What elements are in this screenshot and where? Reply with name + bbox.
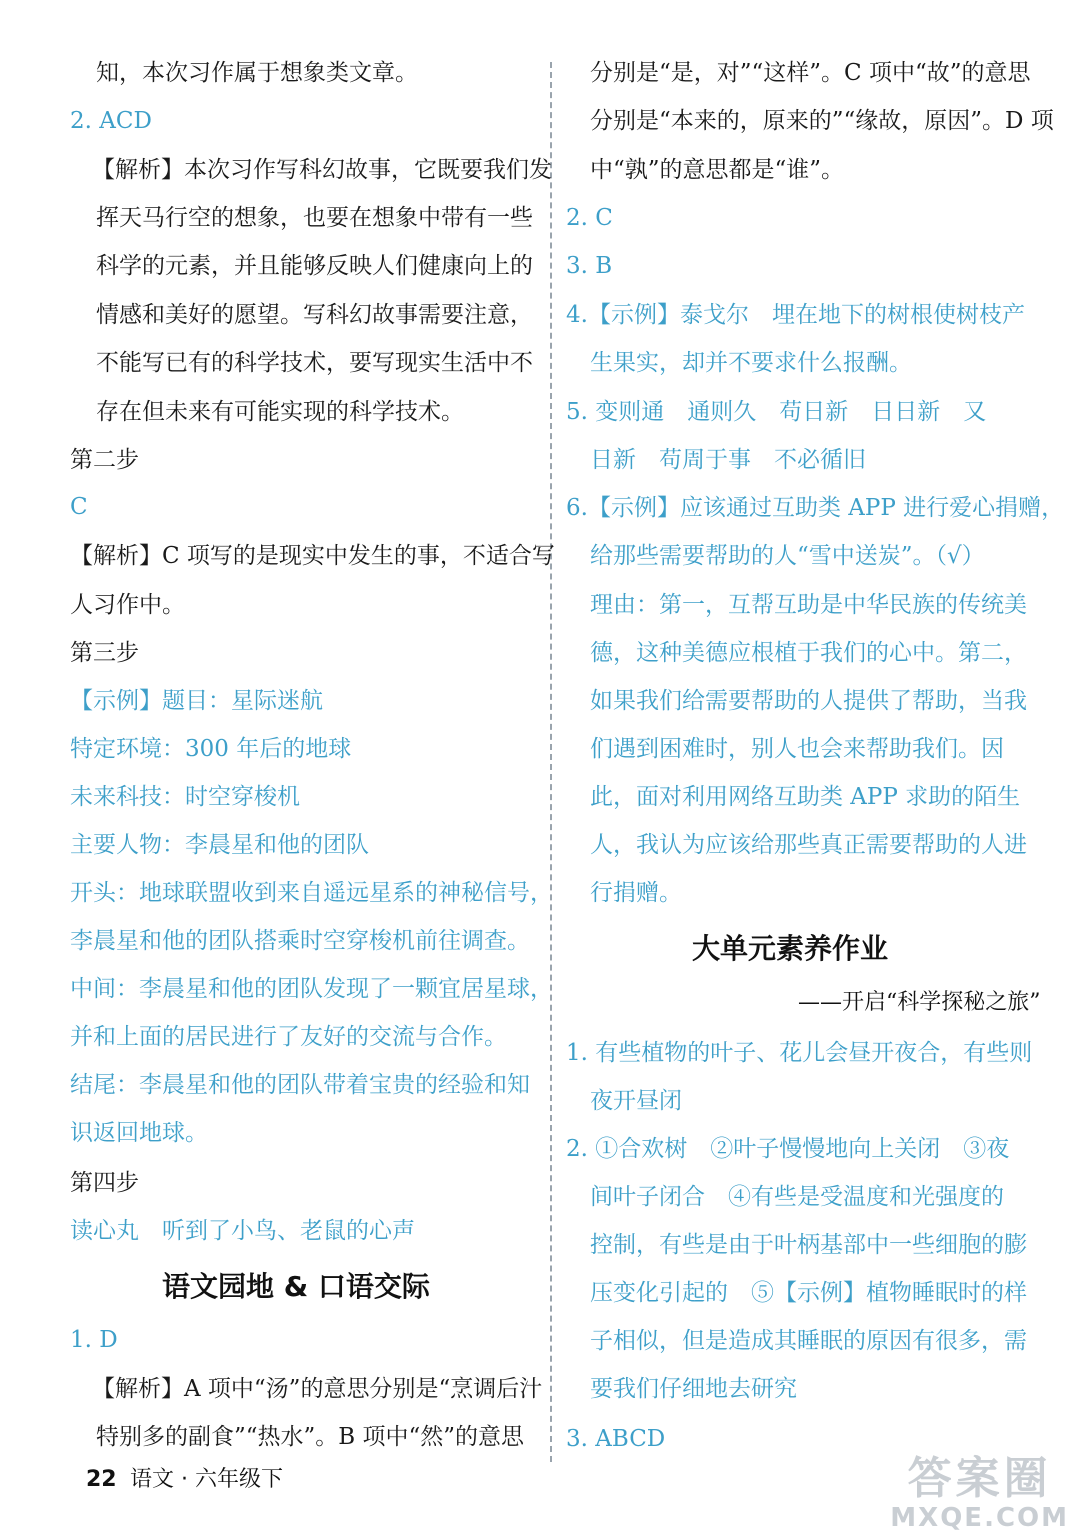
answer-line: 间叶子闭合 ④有些是受温度和光强度的 — [590, 1184, 1004, 1210]
column-divider — [550, 62, 552, 1462]
answer-line: C — [70, 494, 88, 520]
answer-line: 1. D — [70, 1327, 118, 1353]
answer-line: 并和上面的居民进行了友好的交流与合作。 — [70, 1024, 507, 1050]
answer-line: 子相似，但是造成其睡眠的原因有很多，需 — [590, 1328, 1027, 1354]
answer-line: 3. ABCD — [566, 1426, 666, 1452]
answer-line: 3. B — [566, 253, 613, 279]
watermark-domain: MXQE.COM — [890, 1503, 1069, 1533]
text-line: 特别多的副食”“热水”。B 项中“然”的意思 — [96, 1424, 525, 1450]
answer-line: 2. ①合欢树 ②叶子慢慢地向上关闭 ③夜 — [566, 1136, 1010, 1162]
watermark-text: 答案圈 — [907, 1453, 1052, 1504]
step-label: 第四步 — [70, 1170, 139, 1196]
text-line: 科学的元素，并且能够反映人们健康向上的 — [96, 253, 533, 279]
text-line: 挥天马行空的想象，也要在想象中带有一些 — [96, 205, 533, 231]
answer-line: 6.【示例】应该通过互助类 APP 进行爱心捐赠， — [566, 495, 1065, 521]
answer-line: 主要人物：李晨星和他的团队 — [70, 832, 369, 858]
answer-line: 要我们仔细地去研究 — [590, 1376, 797, 1402]
text-line: 人习作中。 — [70, 592, 185, 618]
answer-line: 人，我认为应该给那些真正需要帮助的人进 — [590, 832, 1027, 858]
text-line: 分别是“本来的，原来的”“缘故，原因”。D 项 — [590, 108, 1054, 134]
watermark-logo — [890, 1454, 1069, 1532]
answer-line: 1. 有些植物的叶子、花儿会昼开夜合，有些则 — [566, 1040, 1033, 1066]
answer-line: 日新 苟周于事 不必循旧 — [590, 447, 866, 473]
answer-line: 5. 变则通 通则久 苟日新 日日新 又 — [566, 399, 987, 425]
analysis-line: 【解析】本次习作写科幻故事，它既要我们发 — [92, 157, 552, 183]
text-line: 分别是“是，对”“这样”。C 项中“故”的意思 — [590, 60, 1031, 86]
answer-line: 开头：地球联盟收到来自遥远星系的神秘信号， — [70, 880, 553, 906]
answer-line: 4.【示例】泰戈尔 埋在地下的树根使树枝产 — [566, 302, 1025, 328]
text-line: 存在但未来有可能实现的科学技术。 — [96, 399, 464, 425]
answer-line: 压变化引起的 ⑤【示例】植物睡眠时的样 — [590, 1280, 1027, 1306]
answer-line: 特定环境：300 年后的地球 — [70, 736, 352, 762]
step-label: 第三步 — [70, 640, 139, 666]
answer-line: 【示例】题目：星际迷航 — [70, 688, 323, 714]
analysis-line: 【解析】A 项中“汤”的意思分别是“烹调后汁 — [92, 1376, 543, 1402]
answer-line: 未来科技：时空穿梭机 — [70, 784, 300, 810]
answer-line: 结尾：李晨星和他的团队带着宝贵的经验和知 — [70, 1072, 530, 1098]
step-label: 第二步 — [70, 447, 139, 473]
answer-line: 行捐赠。 — [590, 880, 682, 906]
text-line: 中“孰”的意思都是“谁”。 — [590, 157, 845, 183]
answer-line: 控制，有些是由于叶柄基部中一些细胞的膨 — [590, 1232, 1027, 1258]
section-heading: 语文园地 & 口语交际 — [162, 1270, 430, 1303]
answer-line: 如果我们给需要帮助的人提供了帮助，当我 — [590, 688, 1027, 714]
page-number: 22 — [86, 1467, 117, 1492]
answer-line: 夜开昼闭 — [590, 1088, 682, 1114]
answer-line: 李晨星和他的团队搭乘时空穿梭机前往调查。 — [70, 928, 530, 954]
answer-line: 2. ACD — [70, 108, 152, 134]
answer-line: 2. C — [566, 205, 613, 231]
answer-line: 识返回地球。 — [70, 1120, 208, 1146]
footer-subject: 语文 · 六年级下 — [130, 1467, 283, 1492]
answer-line: 中间：李晨星和他的团队发现了一颗宜居星球， — [70, 976, 553, 1002]
analysis-line: 【解析】C 项写的是现实中发生的事，不适合写 — [70, 543, 555, 569]
section-heading: 大单元素养作业 — [692, 932, 889, 965]
text-line: 不能写已有的科学技术，要写现实生活中不 — [96, 350, 533, 376]
answer-line: 生果实，却并不要求什么报酬。 — [590, 350, 912, 376]
answer-line: 德，这种美德应根植于我们的心中。第二， — [590, 640, 1027, 666]
answer-line: 给那些需要帮助的人“雪中送炭”。（√） — [590, 543, 985, 569]
section-subheading: ——开启“科学探秘之旅” — [798, 990, 1041, 1015]
answer-line: 理由：第一，互帮互助是中华民族的传统美 — [590, 592, 1027, 618]
answer-line: 此，面对利用网络互助类 APP 求助的陌生 — [590, 784, 1021, 810]
answer-line: 们遇到困难时，别人也会来帮助我们。因 — [590, 736, 1004, 762]
text-line: 情感和美好的愿望。写科幻故事需要注意， — [96, 302, 533, 328]
text-line: 知，本次习作属于想象类文章。 — [96, 60, 418, 86]
answer-line: 读心丸 听到了小鸟、老鼠的心声 — [70, 1218, 415, 1244]
